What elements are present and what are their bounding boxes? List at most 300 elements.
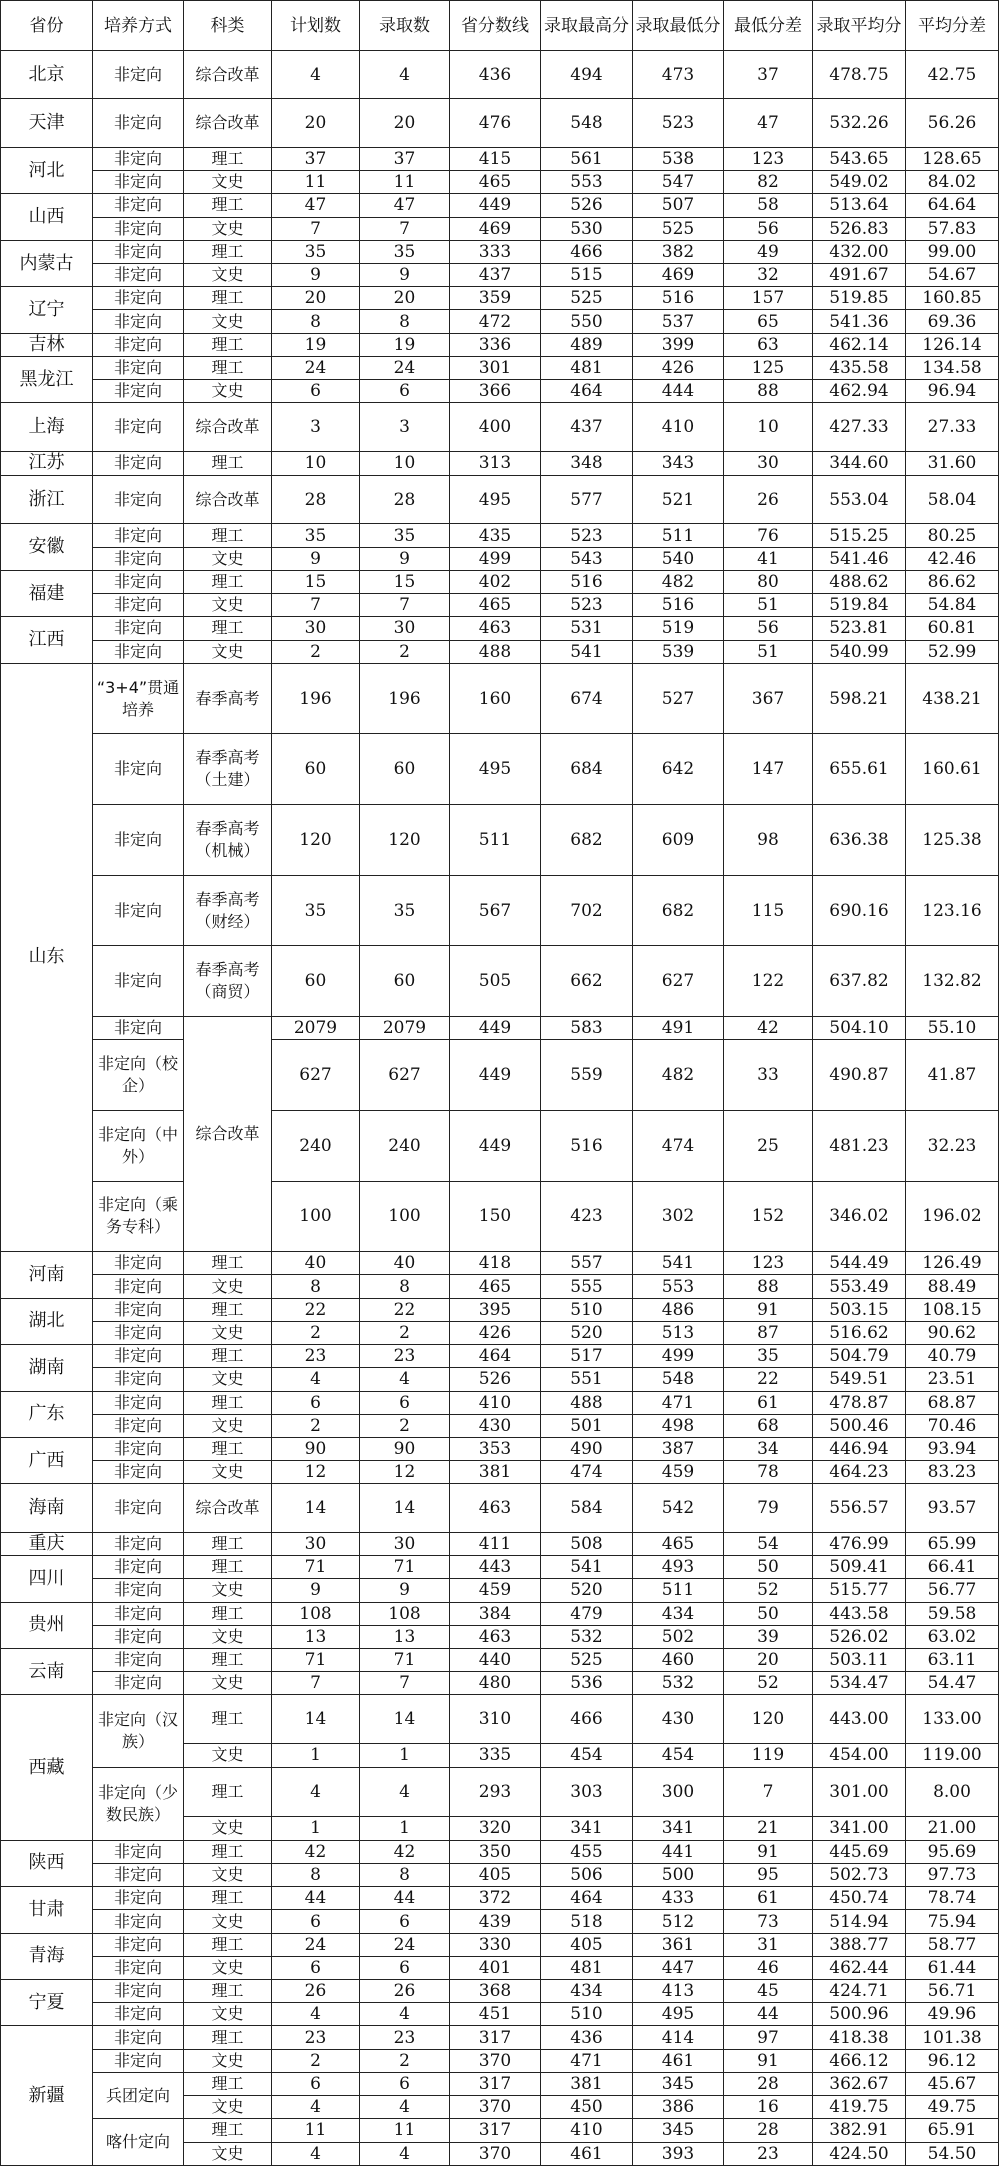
table-cell: 非定向 xyxy=(93,617,184,640)
table-cell: 非定向 xyxy=(93,1414,184,1437)
table-cell: 9 xyxy=(360,264,450,287)
table-cell: 393 xyxy=(633,2142,724,2165)
table-cell: 51 xyxy=(724,640,813,663)
table-cell: 20 xyxy=(360,99,450,147)
table-cell: 54.84 xyxy=(906,594,999,617)
table-cell: 495 xyxy=(633,2003,724,2026)
table-cell: 479 xyxy=(541,1602,633,1625)
table-cell: 426 xyxy=(633,356,724,379)
table-cell: 非定向 xyxy=(93,594,184,617)
table-cell: 32 xyxy=(724,264,813,287)
table-cell: 553.49 xyxy=(813,1275,906,1298)
table-cell: 文史 xyxy=(184,1368,272,1391)
table-cell: 436 xyxy=(541,2026,633,2049)
table-row xyxy=(1,1345,999,1368)
table-cell: 471 xyxy=(541,2049,633,2072)
table-cell: 511 xyxy=(450,805,541,876)
table-cell: 61.44 xyxy=(906,1956,999,1979)
table-cell: 66.41 xyxy=(906,1556,999,1579)
table-cell: 108 xyxy=(272,1602,360,1625)
table-cell: 47 xyxy=(272,194,360,217)
table-cell: 160 xyxy=(450,663,541,734)
table-cell: 4 xyxy=(360,2096,450,2119)
table-cell: 160.85 xyxy=(906,287,999,310)
province-cell: 河北 xyxy=(1,147,93,193)
table-cell: 438.21 xyxy=(906,663,999,734)
table-cell: 436 xyxy=(450,51,541,99)
table-cell: 非定向 xyxy=(93,1910,184,1933)
table-cell: 466 xyxy=(541,1695,633,1743)
table-cell: 非定向 xyxy=(93,1484,184,1532)
table-cell: 35 xyxy=(360,524,450,547)
table-cell: 550 xyxy=(541,310,633,333)
table-cell: 516 xyxy=(633,287,724,310)
table-cell: 23 xyxy=(724,2142,813,2165)
table-cell: 500.96 xyxy=(813,2003,906,2026)
table-cell: 115 xyxy=(724,875,813,946)
table-cell: 21.00 xyxy=(906,1816,999,1840)
table-cell: 84.02 xyxy=(906,171,999,194)
table-cell: 451 xyxy=(450,2003,541,2026)
table-row xyxy=(1,99,999,147)
table-row xyxy=(1,594,999,617)
table-cell: 541 xyxy=(541,1556,633,1579)
table-cell: 426 xyxy=(450,1321,541,1344)
table-cell: 9 xyxy=(272,1579,360,1602)
table-cell: 123.16 xyxy=(906,875,999,946)
table-cell: 523 xyxy=(633,99,724,147)
table-cell: 7 xyxy=(272,594,360,617)
table-row xyxy=(1,1956,999,1979)
table-cell: 459 xyxy=(633,1461,724,1484)
table-cell: 76 xyxy=(724,524,813,547)
table-cell: 97.73 xyxy=(906,1863,999,1886)
table-cell: 非定向 xyxy=(93,1863,184,1886)
table-cell: 548 xyxy=(633,1368,724,1391)
table-cell: 495 xyxy=(450,734,541,805)
table-cell: 文史 xyxy=(184,1816,272,1840)
table-cell: 526 xyxy=(541,194,633,217)
table-cell: 文史 xyxy=(184,2096,272,2119)
table-cell: 23 xyxy=(360,2026,450,2049)
table-row xyxy=(1,1887,999,1910)
table-cell: 449 xyxy=(450,194,541,217)
table-cell: 理工 xyxy=(184,2119,272,2142)
table-cell: 非定向 xyxy=(93,171,184,194)
table-cell: 510 xyxy=(541,1298,633,1321)
table-cell: 文史 xyxy=(184,1956,272,1979)
table-cell: 3 xyxy=(360,403,450,451)
table-cell: 13 xyxy=(360,1625,450,1648)
table-cell: 68 xyxy=(724,1414,813,1437)
table-cell: 理工 xyxy=(184,1345,272,1368)
table-cell: 文史 xyxy=(184,1275,272,1298)
table-cell: 42 xyxy=(272,1840,360,1863)
table-cell: 47 xyxy=(724,99,813,147)
table-cell: 文史 xyxy=(184,640,272,663)
table-row xyxy=(1,570,999,593)
table-cell: 理工 xyxy=(184,1602,272,1625)
table-cell: 382.91 xyxy=(813,2119,906,2142)
table-cell: 20 xyxy=(360,287,450,310)
table-cell: 88.49 xyxy=(906,1275,999,1298)
table-cell: 45.67 xyxy=(906,2072,999,2095)
table-cell: 7 xyxy=(360,217,450,240)
table-cell: 65.91 xyxy=(906,2119,999,2142)
table-cell: 343 xyxy=(633,451,724,475)
table-cell: 434 xyxy=(633,1602,724,1625)
table-cell: 99.00 xyxy=(906,240,999,263)
table-cell: 23.51 xyxy=(906,1368,999,1391)
table-cell: 非定向 xyxy=(93,1298,184,1321)
table-cell: 317 xyxy=(450,2119,541,2142)
table-cell: 40.79 xyxy=(906,1345,999,1368)
table-cell: 499 xyxy=(633,1345,724,1368)
table-row xyxy=(1,194,999,217)
table-row xyxy=(1,1391,999,1414)
table-cell: 430 xyxy=(633,1695,724,1743)
table-cell: 综合改革 xyxy=(184,99,272,147)
table-body xyxy=(1,51,999,2166)
table-cell: 543 xyxy=(541,547,633,570)
table-cell: 28 xyxy=(724,2119,813,2142)
table-cell: 381 xyxy=(450,1461,541,1484)
table-cell: 464.23 xyxy=(813,1461,906,1484)
table-cell: 非定向 xyxy=(93,310,184,333)
table-cell: 非定向 xyxy=(93,1840,184,1863)
table-cell: 42 xyxy=(360,1840,450,1863)
table-cell: 75.94 xyxy=(906,1910,999,1933)
table-cell: 10 xyxy=(272,451,360,475)
table-cell: 95 xyxy=(724,1863,813,1886)
table-cell: 14 xyxy=(360,1695,450,1743)
table-cell: 非定向 xyxy=(93,524,184,547)
table-cell: 理工 xyxy=(184,194,272,217)
table-cell: 474 xyxy=(541,1461,633,1484)
table-cell: 理工 xyxy=(184,524,272,547)
table-cell: 469 xyxy=(633,264,724,287)
table-cell: 2 xyxy=(360,2049,450,2072)
table-cell: 31.60 xyxy=(906,451,999,475)
table-cell: 60 xyxy=(272,734,360,805)
table-cell: 516.62 xyxy=(813,1321,906,1344)
table-cell: 521 xyxy=(633,475,724,523)
table-cell: 240 xyxy=(272,1110,360,1181)
table-cell: 93.94 xyxy=(906,1437,999,1460)
table-cell: 120 xyxy=(724,1695,813,1743)
table-cell: 463 xyxy=(450,617,541,640)
table-cell: 120 xyxy=(360,805,450,876)
table-cell: 非定向 xyxy=(93,1275,184,1298)
table-cell: 14 xyxy=(272,1484,360,1532)
table-cell: 335 xyxy=(450,1743,541,1767)
table-cell: 460 xyxy=(633,1648,724,1671)
table-cell: 424.71 xyxy=(813,1980,906,2003)
table-cell: 65.99 xyxy=(906,1532,999,1555)
table-cell: 非定向 xyxy=(93,2003,184,2026)
table-cell: 文史 xyxy=(184,2049,272,2072)
col-header-avg-score: 录取平均分 xyxy=(813,1,906,51)
table-cell: 381 xyxy=(541,2072,633,2095)
table-cell: 330 xyxy=(450,1933,541,1956)
table-cell: 54.47 xyxy=(906,1672,999,1695)
table-cell: 353 xyxy=(450,1437,541,1460)
table-cell: 理工 xyxy=(184,1391,272,1414)
table-cell: 30 xyxy=(360,617,450,640)
table-cell: 346.02 xyxy=(813,1181,906,1252)
table-cell: 240 xyxy=(360,1110,450,1181)
table-cell: 534.47 xyxy=(813,1672,906,1695)
province-cell: 江西 xyxy=(1,617,93,663)
table-cell: 2 xyxy=(272,1321,360,1344)
province-cell: 浙江 xyxy=(1,475,93,523)
table-cell: 60 xyxy=(360,734,450,805)
table-cell: 11 xyxy=(272,2119,360,2142)
table-cell: 56 xyxy=(724,617,813,640)
table-row xyxy=(1,1768,999,1816)
table-cell: 553 xyxy=(541,171,633,194)
table-cell: 31 xyxy=(724,1933,813,1956)
table-cell: 437 xyxy=(541,403,633,451)
province-cell: 安徽 xyxy=(1,524,93,570)
col-header-avg-diff: 平均分差 xyxy=(906,1,999,51)
table-cell: 341 xyxy=(633,1816,724,1840)
table-cell: 非定向 xyxy=(93,1461,184,1484)
table-cell: 非定向 xyxy=(93,1391,184,1414)
table-cell: 文史 xyxy=(184,594,272,617)
table-cell: 理工 xyxy=(184,356,272,379)
table-cell: 文史 xyxy=(184,1672,272,1695)
table-row xyxy=(1,1840,999,1863)
table-cell: 7 xyxy=(360,1672,450,1695)
table-cell: 非定向（中外） xyxy=(93,1110,184,1181)
table-cell: 541.36 xyxy=(813,310,906,333)
table-cell: 503.11 xyxy=(813,1648,906,1671)
table-cell: 27.33 xyxy=(906,403,999,451)
table-row xyxy=(1,1110,999,1181)
table-cell: 非定向 xyxy=(93,217,184,240)
table-cell: 58.77 xyxy=(906,1933,999,1956)
table-row xyxy=(1,310,999,333)
table-cell: 1 xyxy=(272,1816,360,1840)
table-cell: 8 xyxy=(360,1275,450,1298)
table-cell: 86.62 xyxy=(906,570,999,593)
table-cell: 684 xyxy=(541,734,633,805)
table-cell: 26 xyxy=(724,475,813,523)
table-cell: 61 xyxy=(724,1887,813,1910)
table-cell: 399 xyxy=(633,333,724,356)
table-cell: 432.00 xyxy=(813,240,906,263)
table-cell: 370 xyxy=(450,2096,541,2119)
table-cell: 584 xyxy=(541,1484,633,1532)
table-cell: 515.77 xyxy=(813,1579,906,1602)
table-row xyxy=(1,1484,999,1532)
table-cell: 478.87 xyxy=(813,1391,906,1414)
table-cell: 2 xyxy=(360,640,450,663)
table-cell: 4 xyxy=(360,1768,450,1816)
province-cell: 黑龙江 xyxy=(1,356,93,402)
table-cell: 449 xyxy=(450,1110,541,1181)
province-cell: 新疆 xyxy=(1,2026,93,2166)
table-cell: 482 xyxy=(633,1040,724,1111)
table-cell: 444 xyxy=(633,380,724,403)
table-cell: 435 xyxy=(450,524,541,547)
table-cell: 516 xyxy=(541,1110,633,1181)
table-cell: 474 xyxy=(633,1110,724,1181)
table-cell: 8.00 xyxy=(906,1768,999,1816)
table-cell: 35 xyxy=(724,1345,813,1368)
table-cell: 553.04 xyxy=(813,475,906,523)
table-row xyxy=(1,451,999,475)
table-row xyxy=(1,1672,999,1695)
table-cell: 60 xyxy=(360,946,450,1017)
table-row xyxy=(1,946,999,1017)
table-cell: 非定向 xyxy=(93,1980,184,2003)
table-cell: 125.38 xyxy=(906,805,999,876)
table-cell: 52.99 xyxy=(906,640,999,663)
table-cell: 122 xyxy=(724,946,813,1017)
table-cell: 511 xyxy=(633,524,724,547)
table-cell: 345 xyxy=(633,2119,724,2142)
table-cell: 16 xyxy=(724,2096,813,2119)
table-cell: 14 xyxy=(272,1695,360,1743)
table-cell: 567 xyxy=(450,875,541,946)
table-cell: 6 xyxy=(360,380,450,403)
table-cell: 8 xyxy=(272,310,360,333)
table-cell: 382 xyxy=(633,240,724,263)
table-cell: 541 xyxy=(541,640,633,663)
table-cell: 42.75 xyxy=(906,51,999,99)
table-row xyxy=(1,333,999,356)
table-cell: 472 xyxy=(450,310,541,333)
table-cell: 91 xyxy=(724,1298,813,1321)
table-cell: 423 xyxy=(541,1181,633,1252)
table-cell: 4 xyxy=(360,1368,450,1391)
table-cell: 35 xyxy=(272,240,360,263)
province-cell: 北京 xyxy=(1,51,93,99)
table-cell: 627 xyxy=(272,1040,360,1111)
table-row xyxy=(1,734,999,805)
table-cell: 51 xyxy=(724,594,813,617)
table-cell: 93.57 xyxy=(906,1484,999,1532)
table-cell: 33 xyxy=(724,1040,813,1111)
table-cell: 文史 xyxy=(184,171,272,194)
table-cell: 文史 xyxy=(184,1579,272,1602)
table-cell: 9 xyxy=(272,264,360,287)
table-cell: 50 xyxy=(724,1602,813,1625)
table-cell: 541 xyxy=(633,1252,724,1275)
table-cell: 401 xyxy=(450,1956,541,1979)
table-cell: 662 xyxy=(541,946,633,1017)
table-cell: 非定向 xyxy=(93,264,184,287)
table-cell: 4 xyxy=(272,2096,360,2119)
table-cell: 548 xyxy=(541,99,633,147)
table-cell: 147 xyxy=(724,734,813,805)
table-cell: 非定向 xyxy=(93,640,184,663)
table-cell: 理工 xyxy=(184,1532,272,1555)
province-cell: 湖北 xyxy=(1,1298,93,1344)
table-row xyxy=(1,547,999,570)
table-cell: 理工 xyxy=(184,1980,272,2003)
table-cell: 320 xyxy=(450,1816,541,1840)
table-cell: 34 xyxy=(724,1437,813,1460)
table-cell: 非定向 xyxy=(93,99,184,147)
table-cell: 24 xyxy=(360,1933,450,1956)
table-cell: 49 xyxy=(724,240,813,263)
table-row xyxy=(1,1275,999,1298)
table-cell: 655.61 xyxy=(813,734,906,805)
table-cell: 20 xyxy=(272,287,360,310)
table-cell: 519 xyxy=(633,617,724,640)
table-cell: 35 xyxy=(360,240,450,263)
table-cell: 443.00 xyxy=(813,1695,906,1743)
table-cell: 理工 xyxy=(184,1840,272,1863)
col-header-province: 省份 xyxy=(1,1,93,51)
table-cell: 8 xyxy=(272,1863,360,1886)
table-cell: 366 xyxy=(450,380,541,403)
table-cell: 理工 xyxy=(184,451,272,475)
province-cell: 天津 xyxy=(1,99,93,147)
table-cell: 449 xyxy=(450,1040,541,1111)
table-cell: 506 xyxy=(541,1863,633,1886)
table-cell: 综合改革 xyxy=(184,1484,272,1532)
table-cell: 293 xyxy=(450,1768,541,1816)
table-cell: 40 xyxy=(360,1252,450,1275)
table-cell: 23 xyxy=(272,2026,360,2049)
table-cell: 95.69 xyxy=(906,1840,999,1863)
table-cell: 462.44 xyxy=(813,1956,906,1979)
table-cell: 58.04 xyxy=(906,475,999,523)
table-cell: 26 xyxy=(360,1980,450,2003)
table-cell: 481 xyxy=(541,356,633,379)
table-row xyxy=(1,1695,999,1743)
table-cell: 60.81 xyxy=(906,617,999,640)
table-cell: 157 xyxy=(724,287,813,310)
table-cell: 文史 xyxy=(184,1414,272,1437)
table-cell: 63.11 xyxy=(906,1648,999,1671)
table-cell: 2079 xyxy=(360,1017,450,1040)
table-cell: 理工 xyxy=(184,147,272,170)
table-cell: 123 xyxy=(724,1252,813,1275)
table-cell: 6 xyxy=(360,1910,450,1933)
table-cell: 539 xyxy=(633,640,724,663)
table-cell: 非定向 xyxy=(93,51,184,99)
table-cell: 6 xyxy=(272,380,360,403)
table-cell: 160.61 xyxy=(906,734,999,805)
table-cell: 91 xyxy=(724,2049,813,2072)
table-cell: 462.94 xyxy=(813,380,906,403)
table-cell: 531 xyxy=(541,617,633,640)
table-row xyxy=(1,1532,999,1555)
table-cell: 119.00 xyxy=(906,1743,999,1767)
table-cell: 22 xyxy=(272,1298,360,1321)
table-cell: 96.12 xyxy=(906,2049,999,2072)
table-cell: 12 xyxy=(360,1461,450,1484)
table-cell: 466.12 xyxy=(813,2049,906,2072)
province-cell: 湖南 xyxy=(1,1345,93,1391)
table-row xyxy=(1,356,999,379)
table-cell: 519.84 xyxy=(813,594,906,617)
table-cell: 301.00 xyxy=(813,1768,906,1816)
table-cell: 25 xyxy=(724,1110,813,1181)
table-cell: 9 xyxy=(272,547,360,570)
table-row xyxy=(1,264,999,287)
table-cell: 91 xyxy=(724,1840,813,1863)
table-cell: 100 xyxy=(360,1181,450,1252)
table-cell: 128.65 xyxy=(906,147,999,170)
table-cell: 10 xyxy=(724,403,813,451)
table-cell: 542 xyxy=(633,1484,724,1532)
